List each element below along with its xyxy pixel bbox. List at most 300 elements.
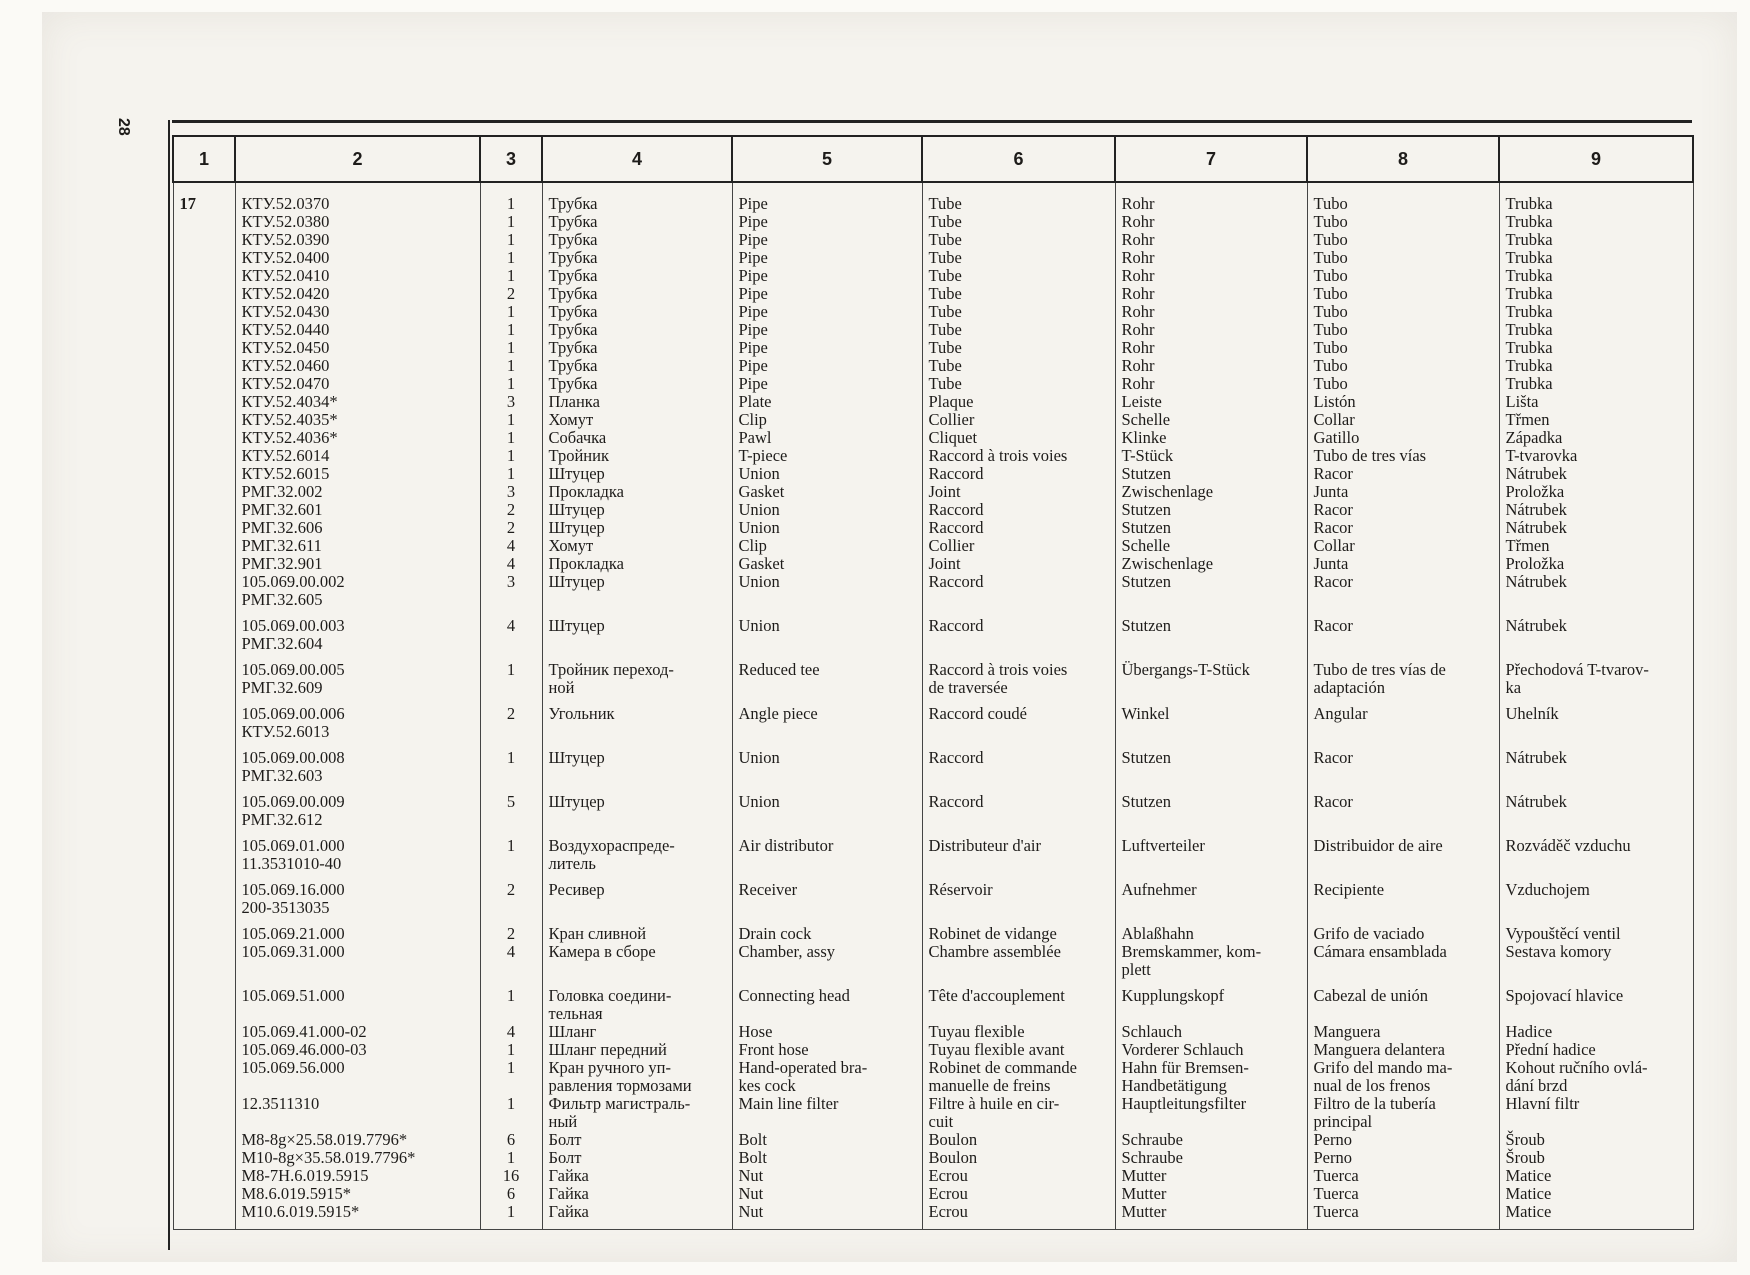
cell-line: Nátrubek — [1505, 464, 1567, 483]
group-cell — [173, 447, 235, 465]
cell-line: Pipe — [738, 338, 768, 357]
cell-line: Pipe — [738, 230, 768, 249]
cell-line: 105.069.00.005 — [241, 660, 345, 679]
cell-line: Штуцер — [548, 748, 605, 767]
czech-name-cell — [1499, 267, 1693, 285]
top-rule — [172, 120, 1692, 123]
russian-name-cell — [542, 429, 732, 447]
cell-line: de traversée — [928, 678, 1008, 697]
german-name-cell — [1115, 465, 1307, 483]
group-cell — [173, 537, 235, 555]
cell-line: Шланг передний — [548, 1040, 667, 1059]
quantity-cell: 1 — [480, 987, 542, 1023]
cell-line: Racor — [1313, 748, 1353, 767]
cell-line: Штуцер — [548, 792, 605, 811]
spanish-name-cell — [1307, 793, 1499, 829]
french-name-cell — [922, 837, 1115, 873]
french-name-cell — [922, 1149, 1115, 1167]
french-name-cell — [922, 1185, 1115, 1203]
czech-name-cell — [1499, 1023, 1693, 1041]
czech-name-cell — [1499, 661, 1693, 697]
english-name-cell — [732, 1095, 922, 1131]
cell-line: Stutzen — [1121, 616, 1171, 635]
english-name-cell — [732, 321, 922, 339]
cell-line: КТУ.52.0380 — [241, 212, 330, 231]
cell-line: Tuyau flexible avant — [928, 1040, 1065, 1059]
french-name-cell — [922, 1059, 1115, 1095]
quantity-cell: 1 — [480, 357, 542, 375]
german-name-cell — [1115, 501, 1307, 519]
end-cell — [1499, 1221, 1693, 1230]
russian-name-cell — [542, 213, 732, 231]
quantity-cell: 4 — [480, 555, 542, 573]
french-name-cell — [922, 1023, 1115, 1041]
cell-line: Stutzen — [1121, 572, 1171, 591]
german-name-cell — [1115, 881, 1307, 917]
table-row — [173, 617, 1693, 653]
cell-line: Тройник — [548, 446, 609, 465]
quantity-cell: 1 — [480, 661, 542, 697]
cell-line: РМГ.32.606 — [241, 518, 323, 537]
spanish-name-cell — [1307, 661, 1499, 697]
czech-name-cell — [1499, 705, 1693, 741]
cell-line: Schlauch — [1121, 1022, 1182, 1041]
russian-name-cell — [542, 837, 732, 873]
spanish-name-cell — [1307, 943, 1499, 979]
cell-line: Pipe — [738, 266, 768, 285]
designation-cell — [235, 375, 480, 393]
russian-name-cell — [542, 501, 732, 519]
cell-line: КТУ.52.0420 — [241, 284, 330, 303]
cell-line: Tubo — [1313, 248, 1348, 267]
cell-line: Планка — [548, 392, 600, 411]
russian-name-cell — [542, 1185, 732, 1203]
designation-cell — [235, 1167, 480, 1185]
cell-line: cuit — [928, 1112, 954, 1131]
english-name-cell — [732, 573, 922, 609]
cell-line: Tubo — [1313, 194, 1348, 213]
english-name-cell — [732, 749, 922, 785]
cell-line: Proložka — [1505, 482, 1565, 501]
table-row — [173, 1059, 1693, 1095]
cell-line: Nátrubek — [1505, 792, 1567, 811]
russian-name-cell — [542, 303, 732, 321]
cell-line: Sestava komory — [1505, 942, 1612, 961]
cell-line: Pipe — [738, 356, 768, 375]
quantity-cell: 3 — [480, 573, 542, 609]
german-name-cell — [1115, 661, 1307, 697]
spanish-name-cell — [1307, 837, 1499, 873]
designation-cell — [235, 617, 480, 653]
quantity-cell: 1 — [480, 1149, 542, 1167]
cell-line: Трубка — [548, 284, 598, 303]
cell-line: Chambre assemblée — [928, 942, 1061, 961]
designation-cell — [235, 943, 480, 979]
cell-line: М10.6.019.5915* — [241, 1202, 360, 1221]
cell-line: 105.069.46.000-03 — [241, 1040, 367, 1059]
cell-line: Collar — [1313, 536, 1355, 555]
group-cell — [173, 943, 235, 979]
cell-line: Matice — [1505, 1166, 1552, 1185]
designation-cell — [235, 285, 480, 303]
german-name-cell — [1115, 339, 1307, 357]
designation-cell — [235, 393, 480, 411]
cell-line: Trubka — [1505, 374, 1553, 393]
table-row — [173, 1185, 1693, 1203]
cell-line: Гайка — [548, 1166, 589, 1185]
cell-line: Raccord — [928, 572, 984, 591]
cell-line: КТУ.52.0400 — [241, 248, 330, 267]
designation-cell — [235, 1095, 480, 1131]
german-name-cell — [1115, 182, 1307, 213]
cell-line: ной — [548, 678, 575, 697]
english-name-cell — [732, 793, 922, 829]
czech-name-cell — [1499, 393, 1693, 411]
czech-name-cell — [1499, 837, 1693, 873]
cell-line: Drain cock — [738, 924, 812, 943]
german-name-cell — [1115, 303, 1307, 321]
czech-name-cell — [1499, 285, 1693, 303]
english-name-cell — [732, 987, 922, 1023]
cell-line: Tube — [928, 212, 962, 231]
cell-line: Rozváděč vzduchu — [1505, 836, 1631, 855]
quantity-cell: 4 — [480, 617, 542, 653]
spanish-name-cell — [1307, 411, 1499, 429]
table-row — [173, 465, 1693, 483]
cell-line: Трубка — [548, 302, 598, 321]
french-name-cell — [922, 447, 1115, 465]
cell-line: 105.069.56.000 — [241, 1058, 345, 1077]
quantity-cell: 1 — [480, 1041, 542, 1059]
designation-cell — [235, 573, 480, 609]
designation-cell — [235, 881, 480, 917]
cell-line: dání brzd — [1505, 1076, 1568, 1095]
cell-line: КТУ.52.4034* — [241, 392, 338, 411]
french-name-cell — [922, 231, 1115, 249]
cell-line: Západka — [1505, 428, 1563, 447]
cell-line: Трубка — [548, 230, 598, 249]
cell-line: Trubka — [1505, 302, 1553, 321]
german-name-cell — [1115, 749, 1307, 785]
group-cell — [173, 357, 235, 375]
cell-line: Schraube — [1121, 1130, 1183, 1149]
designation-cell — [235, 321, 480, 339]
designation-cell — [235, 555, 480, 573]
designation-cell — [235, 249, 480, 267]
german-name-cell — [1115, 231, 1307, 249]
french-name-cell — [922, 1203, 1115, 1221]
quantity-cell: 1 — [480, 837, 542, 873]
cell-line: Lišta — [1505, 392, 1539, 411]
cell-line: РМГ.32.605 — [241, 590, 323, 609]
quantity-cell: 6 — [480, 1131, 542, 1149]
cell-line: adaptación — [1313, 678, 1385, 697]
cell-line: Stutzen — [1121, 464, 1171, 483]
french-name-cell — [922, 555, 1115, 573]
german-name-cell — [1115, 617, 1307, 653]
cell-line: Tube — [928, 356, 962, 375]
cell-line: Tubo — [1313, 302, 1348, 321]
group-cell — [173, 1059, 235, 1095]
cell-line: Trubka — [1505, 284, 1553, 303]
cell-line: Nátrubek — [1505, 500, 1567, 519]
spanish-name-cell — [1307, 1131, 1499, 1149]
designation-cell — [235, 483, 480, 501]
cell-line: Nátrubek — [1505, 748, 1567, 767]
cell-line: Хомут — [548, 410, 594, 429]
german-name-cell — [1115, 393, 1307, 411]
table-end — [173, 1221, 1693, 1230]
cell-line: Recipiente — [1313, 880, 1385, 899]
french-name-cell — [922, 267, 1115, 285]
german-name-cell — [1115, 987, 1307, 1023]
group-cell — [173, 213, 235, 231]
end-cell — [1307, 1221, 1499, 1230]
end-cell — [480, 1221, 542, 1230]
spanish-name-cell — [1307, 231, 1499, 249]
quantity-cell: 2 — [480, 285, 542, 303]
french-name-cell — [922, 925, 1115, 943]
designation-cell — [235, 182, 480, 213]
german-name-cell — [1115, 1149, 1307, 1167]
english-name-cell — [732, 393, 922, 411]
cell-line: Clip — [738, 410, 767, 429]
designation-cell — [235, 1149, 480, 1167]
czech-name-cell — [1499, 881, 1693, 917]
french-name-cell — [922, 943, 1115, 979]
cell-line: Šroub — [1505, 1130, 1545, 1149]
table-row — [173, 793, 1693, 829]
cell-line: Schraube — [1121, 1148, 1183, 1167]
czech-name-cell — [1499, 925, 1693, 943]
cell-line: Tubo — [1313, 212, 1348, 231]
cell-line: Clip — [738, 536, 767, 555]
cell-line: Junta — [1313, 482, 1349, 501]
english-name-cell — [732, 519, 922, 537]
cell-line: Perno — [1313, 1130, 1352, 1149]
cell-line: Tuyau flexible — [928, 1022, 1025, 1041]
cell-line: Trubka — [1505, 338, 1553, 357]
cell-line: Hauptleitungsfilter — [1121, 1094, 1247, 1113]
russian-name-cell — [542, 555, 732, 573]
cell-line: Union — [738, 518, 780, 537]
cell-line: Tubo — [1313, 374, 1348, 393]
cell-line: Tubo — [1313, 338, 1348, 357]
french-name-cell — [922, 393, 1115, 411]
cell-line: КТУ.52.6015 — [241, 464, 330, 483]
cell-line: Union — [738, 748, 780, 767]
cell-line: КТУ.52.6014 — [241, 446, 330, 465]
cell-line: Trubka — [1505, 212, 1553, 231]
cell-line: Rohr — [1121, 374, 1155, 393]
quantity-cell: 1 — [480, 429, 542, 447]
cell-line: равления тормозами — [548, 1076, 692, 1095]
cell-line: Třmen — [1505, 410, 1550, 429]
czech-name-cell — [1499, 1095, 1693, 1131]
german-name-cell — [1115, 375, 1307, 393]
cell-line: 105.069.51.000 — [241, 986, 345, 1005]
cell-line: Union — [738, 572, 780, 591]
cell-line: Raccord à trois voies — [928, 660, 1068, 679]
cell-line: Хомут — [548, 536, 594, 555]
english-name-cell — [732, 661, 922, 697]
cell-line: Collar — [1313, 410, 1355, 429]
english-name-cell — [732, 303, 922, 321]
table-row — [173, 987, 1693, 1023]
group-cell — [173, 1041, 235, 1059]
spacer-cell — [173, 697, 235, 705]
table-row — [173, 661, 1693, 697]
cell-line: T-Stück — [1121, 446, 1174, 465]
cell-line: Ecrou — [928, 1202, 968, 1221]
czech-name-cell — [1499, 519, 1693, 537]
cell-line: Nut — [738, 1202, 764, 1221]
english-name-cell — [732, 1185, 922, 1203]
designation-cell — [235, 357, 480, 375]
quantity-cell: 1 — [480, 231, 542, 249]
cell-line: Raccord — [928, 748, 984, 767]
czech-name-cell — [1499, 213, 1693, 231]
german-name-cell — [1115, 1059, 1307, 1095]
cell-line: Stutzen — [1121, 792, 1171, 811]
russian-name-cell — [542, 881, 732, 917]
group-cell — [173, 617, 235, 653]
cell-line: Rohr — [1121, 302, 1155, 321]
russian-name-cell — [542, 1149, 732, 1167]
cell-line: КТУ.52.0460 — [241, 356, 330, 375]
spanish-name-cell — [1307, 303, 1499, 321]
french-name-cell — [922, 501, 1115, 519]
english-name-cell — [732, 411, 922, 429]
cell-line: Tubo — [1313, 230, 1348, 249]
designation-cell — [235, 465, 480, 483]
table-row — [173, 519, 1693, 537]
cell-line: Schelle — [1121, 410, 1171, 429]
cell-line: Stutzen — [1121, 500, 1171, 519]
english-name-cell — [732, 881, 922, 917]
german-name-cell — [1115, 1185, 1307, 1203]
cell-line: Tube — [928, 374, 962, 393]
designation-cell — [235, 1041, 480, 1059]
french-name-cell — [922, 465, 1115, 483]
cell-line: Pawl — [738, 428, 772, 447]
french-name-cell — [922, 357, 1115, 375]
cell-line: Angle piece — [738, 704, 818, 723]
cell-line: Gatillo — [1313, 428, 1360, 447]
cell-line: Stutzen — [1121, 748, 1171, 767]
czech-name-cell — [1499, 375, 1693, 393]
czech-name-cell — [1499, 182, 1693, 213]
cell-line: Union — [738, 616, 780, 635]
cell-line: Přední hadice — [1505, 1040, 1596, 1059]
english-name-cell — [732, 447, 922, 465]
table-row — [173, 357, 1693, 375]
cell-line: Racor — [1313, 792, 1353, 811]
quantity-cell: 2 — [480, 881, 542, 917]
english-name-cell — [732, 555, 922, 573]
cell-line: ный — [548, 1112, 578, 1131]
group-cell — [173, 1185, 235, 1203]
cell-line: Leiste — [1121, 392, 1162, 411]
table-row — [173, 705, 1693, 741]
german-name-cell — [1115, 793, 1307, 829]
spanish-name-cell — [1307, 213, 1499, 231]
table-row — [173, 411, 1693, 429]
cell-line: Raccord — [928, 464, 984, 483]
cell-line: Filtre à huile en cir- — [928, 1094, 1060, 1113]
cell-line: 105.069.00.002 — [241, 572, 345, 591]
end-cell — [922, 1221, 1115, 1230]
cell-line: Luftverteiler — [1121, 836, 1205, 855]
cell-line: КТУ.52.0470 — [241, 374, 330, 393]
quantity-cell: 16 — [480, 1167, 542, 1185]
czech-name-cell — [1499, 987, 1693, 1023]
czech-name-cell — [1499, 537, 1693, 555]
spanish-name-cell — [1307, 285, 1499, 303]
cell-line: Union — [738, 464, 780, 483]
french-name-cell — [922, 303, 1115, 321]
quantity-cell: 2 — [480, 519, 542, 537]
cell-line: КТУ.52.0450 — [241, 338, 330, 357]
french-name-cell — [922, 519, 1115, 537]
czech-name-cell — [1499, 1167, 1693, 1185]
french-name-cell — [922, 537, 1115, 555]
russian-name-cell — [542, 537, 732, 555]
quantity-cell: 1 — [480, 1059, 542, 1095]
designation-cell — [235, 661, 480, 697]
cell-line: КТУ.52.6013 — [241, 722, 330, 741]
spanish-name-cell — [1307, 749, 1499, 785]
col-header-8: 8 — [1307, 136, 1499, 182]
czech-name-cell — [1499, 303, 1693, 321]
french-name-cell — [922, 573, 1115, 609]
czech-name-cell — [1499, 447, 1693, 465]
cell-line: Uhelník — [1505, 704, 1559, 723]
cell-line: Boulon — [928, 1130, 978, 1149]
english-name-cell — [732, 1059, 922, 1095]
quantity-cell: 1 — [480, 411, 542, 429]
cell-line: Cabezal de unión — [1313, 986, 1429, 1005]
cell-line: Ecrou — [928, 1166, 968, 1185]
cell-line: Трубка — [548, 248, 598, 267]
czech-name-cell — [1499, 429, 1693, 447]
designation-cell — [235, 749, 480, 785]
cell-line: Hose — [738, 1022, 773, 1041]
spanish-name-cell — [1307, 249, 1499, 267]
table-row — [173, 925, 1693, 943]
cell-line: Connecting head — [738, 986, 850, 1005]
spanish-name-cell — [1307, 1023, 1499, 1041]
spanish-name-cell — [1307, 267, 1499, 285]
spanish-name-cell — [1307, 321, 1499, 339]
cell-line: Collier — [928, 410, 975, 429]
group-cell — [173, 1149, 235, 1167]
cell-line: Proložka — [1505, 554, 1565, 573]
cell-line: КТУ.52.0440 — [241, 320, 330, 339]
cell-line: Réservoir — [928, 880, 993, 899]
cell-line: Vorderer Schlauch — [1121, 1040, 1244, 1059]
spanish-name-cell — [1307, 1167, 1499, 1185]
cell-line: Собачка — [548, 428, 607, 447]
designation-cell — [235, 793, 480, 829]
french-name-cell — [922, 285, 1115, 303]
quantity-cell: 1 — [480, 465, 542, 483]
group-cell — [173, 1167, 235, 1185]
cell-line: Raccord — [928, 792, 984, 811]
cell-line: Tube — [928, 266, 962, 285]
quantity-cell: 1 — [480, 182, 542, 213]
cell-line: Robinet de vidange — [928, 924, 1057, 943]
